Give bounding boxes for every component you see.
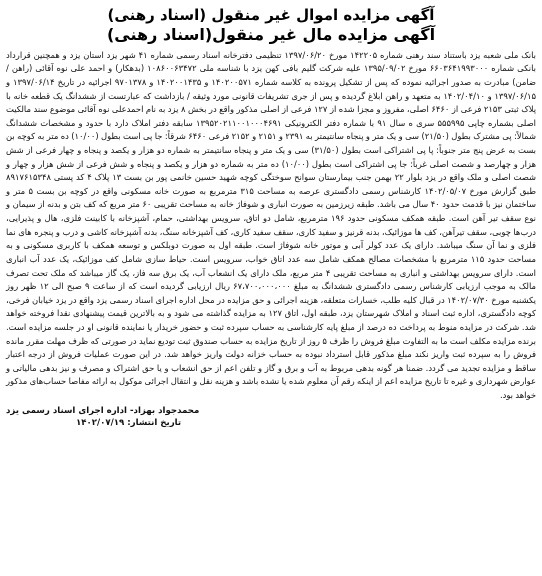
publication-date-line <box>6 417 536 430</box>
notice-signature: محمدجواد بهزاد- اداره اجرای اسناد رسمی یزد <box>6 405 200 416</box>
notice-title: آگهی مزایده اموال غیر منقول (اسناد رهنی) <box>107 6 435 24</box>
notice-subtitle: آگهی مزایده مال غیر منقول(اسناد رهنی) <box>106 24 436 44</box>
notice-body-text: بانک ملی شعبه یزد باستناد سند رهنی شماره ۱۴۲۲۰۵ مورخ ۱۳۹۷/۰۶/۲۰ تنظیمی دفترخانه اسناد رسمی شماره ۴۱ شهر یزد استان یزد و همچنین قرارداد بانکی شماره ۶۶۰۳۶۴۱۹۹۳۰۰۰ مورخ ۱۳۹۵/۰۹/۰۲ علیه شرکت گلیم بافی کهن یزد با شناسه ملی ۱۰۸۶۰۰۶۳۴۷۲ (بدهکار) و احمد علی نوه آقائی (راهن / ضامن) مبادرت به صدور اجرائیه نموده که پس از تشکیل پرونده به کلاسه شماره ۱۴۰۲۰۰۵۷۱ و ۱۴۰۲۰۰۱۴۳۵ و ۹۷۰۱۳۷۸ اجرائیه در تاریخ ۱۳۹۷/۰۶/۱۴ و ۱۳۹۷/۰۶/۱۵ و ۱۴۰۲/۰۴/۱۰ به متعهد و راهن ابلاغ گردیده و پس از جری تشریفات قانونی مورد وثیقه / بازداشت که عبارتست از ششدانگ یک قطعه خانه با پلاک ثبتی ۲۱۵۳ فرعی از ۶۴۶۰ اصلی، مفروز و مجزا شده از ۱۲۷ فرعی از اصلی مذکور واقع در بخش ۸ یزد به نام احمدعلی نوه آقائی موضوع سند مالکیت اصلی بشماره چاپی ۵۵۵۹۹۵ سری ه سال ۹۱ با شماره دفتر الکترونیکی ۱۳۹۵۲۰۲۱۱۰۰۱۰۰۰۴۶۹۱ سابقه دفتر املاک دارد با حدود و مشخصات ششدانگ شمالاً: پی مشترک بطول (۲۱/۵۰) سی و یک متر و پنجاه سانتیمتر به ۲۳۹۱ و ۲۱۵۱ و ۲۱۵۲ فرعی ۶۴۶۰ شرقاً: جا پی است بطول (۱۰/۰۰) ده متر به کوچه بن بست به عرض پنج متر جنوباً: پا پی اشتراکی است بطول (۳۱/۵۰) سی و یک متر و پنجاه سانتیمتر به شماره دو هزار و یکصد و پنجاه و چهار فرعی از شش هزار و چهارصد و شصت اصلی غرباً: جا پی اشتراکی است بطول (۱۰/۰۰) ده متر به شماره دو هزار و یکصد و پنجاه و شش فرعی از شش هزار و چهار و شصت اصلی و ملک واقع در یزد بلوار ۲۲ بهمن جنب بیمارستان سوانح سوختگی کوچه شهید حسین خانمی پور بن بست ۱۳ پلاک ۴ کد پستی ۸۹۱۷۶۱۵۳۴۸ طبق گزارش مورخ ۱۴۰۲/۰۵/۰۷ کارشناس رسمی دادگستری عرصه به مساحت ۳۱۵ مترمربع به صورت خانه مسکونی واقع در کوچه بن بست ۵ متر و ساختمان نیز با قدمت حدود ۴۰ سال می باشد. طبقه زیرزمین به صورت انباری و شوفاژ خانه به مساحت تقریبی ۶۰ متر مربع که کف بتن و بدنه از سیمان و نوع سقف تیر آهن است. طبقه همکف مسکونی حدود ۱۹۶ مترمربع، شامل دو اتاق، سرویس بهداشتی، حمام، آشپزخانه با کابینت فلزی، هال و پذیرایی، درب‌ها چوبی، سقف تیرآهن، کف ها موزائیک، بدنه قرنیز و سفید کاری، سقف سفید کاری، کف آشپزخانه سنگ، بدنه آشپزخانه کاشی و درب و پنجره های نما فلزی و نما آن سنگ میباشد. دارای یک عدد کولر آبی و موتور خانه شوفاژ است. طبقه اول به صورت دوبلکس و توسعه همکف با کاربری مسکونی و به مساحت حدود ۱۱۵ مترمربع با مشخصات مصالح همکف شامل سه عدد اتاق خواب، سرویس است. حیاط سازی شامل کف موزائیک، یک عدد آب انباری است. دارای سرویس بهداشتی و انباری به مساحت تقریبی ۴ متر مربع، ملک دارای یک انشعاب آب، یک برق سه فاز، یک گاز میباشد که ملک تحت تصرف مالک به موجب ارزیابی کارشناس رسمی دادگستری ششدانگ به مبلغ ۶۷،۷۰۰،۰۰۰،۰۰۰ ریال ارزیابی گردیده است که از ساعت ۹ صبح الی ۱۲ ظهر روز یکشنبه مورخ ۱۴۰۲/۰۷/۳۰ در قبال کلیه طلب، خسارات متعلقه، هزینه اجرائی و حق مزایده در محل اداره اجرای اسناد رسمی یزد واقع در یزد خیابان فرخی، کوچه دادگستری، اداره ثبت اسناد و املاک شهرستان یزد، طبقه اول، اتاق ۱۲۷ به مزایده گذاشته می شود و به بالاترین قیمت پیشنهادی نقدا فروخته خواهد شد. شرکت در مزایده منوط به پرداخت ده درصد از مبلغ پایه کارشناسی به حساب سپرده ثبت و حضور خریدار یا نماینده قانونی او در جلسه مزایده است. برنده مزایده مکلف است ما به التفاوت مبلغ فروش را ظرف ۵ روز از تاریخ مزایده به حساب صندوق ثبت تودیع نماید در صورتی که ظرف مهلت مقرر مانده فروش را به سپرده ثبت واریز نکند مبلغ مذکور قابل استرداد نبوده به حساب خزانه دولت واریز خواهد شد. در این صورت عملیات فروش از درجه اعتبار ساقط و مزایده تجدید می گردد. ضمنا هر گونه بدهی مربوط به آب و برق و گاز و تلفن اعم از حق انشعاب و یا حق اشتراک و مصرف و نیز بدهی مالیاتی و عوارض شهرداری و غیره تا تاریخ مزایده اعم از اینکه رقم آن معلوم شده یا نشده باشد و هزینه نقل و انتقال اجرائی موکول به ارائه مفاصا حساب‌های مذکور خواهد بود. <box>6 49 537 400</box>
publication-date-value: ۱۴۰۲/۰۷/۱۹ <box>76 418 125 429</box>
publication-date-label: تاریخ انتشار: <box>124 418 182 429</box>
